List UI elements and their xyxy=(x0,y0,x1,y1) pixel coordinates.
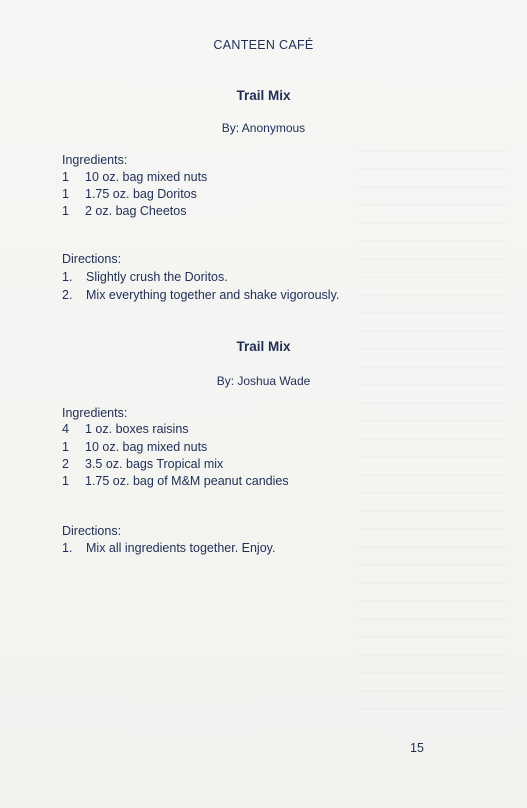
ingredient-qty: 2 xyxy=(62,457,69,471)
ingredient-qty: 1 xyxy=(62,474,69,488)
step-number: 1. xyxy=(62,270,73,284)
step-number: 2. xyxy=(62,288,73,302)
ingredient-item: 1 oz. boxes raisins xyxy=(85,422,189,436)
ingredient-item: 1.75 oz. bag of M&M peanut candies xyxy=(85,474,289,488)
recipe-title: Trail Mix xyxy=(236,339,291,354)
ingredient-row xyxy=(62,203,186,220)
ingredient-row xyxy=(62,456,223,473)
step-text: Slightly crush the Doritos. xyxy=(86,270,228,284)
ingredient-row xyxy=(62,169,207,186)
ingredient-item: 2 oz. bag Cheetos xyxy=(85,204,187,218)
recipe-byline: By: Joshua Wade xyxy=(216,374,311,388)
direction-step xyxy=(62,540,275,557)
ingredient-item: 10 oz. bag mixed nuts xyxy=(85,170,208,184)
step-number: 1. xyxy=(62,541,73,555)
page-number: 15 xyxy=(410,741,424,755)
directions-label: Directions: xyxy=(62,524,122,538)
ingredient-qty: 1 xyxy=(62,204,69,218)
ingredient-item: 1.75 oz. bag Doritos xyxy=(85,187,197,201)
ingredient-row xyxy=(62,473,289,490)
ingredient-qty: 1 xyxy=(62,440,69,454)
direction-step xyxy=(62,269,228,286)
recipe-byline: By: Anonymous xyxy=(221,121,306,135)
ingredient-item: 10 oz. bag mixed nuts xyxy=(85,440,208,454)
bleed-through-texture xyxy=(357,150,507,710)
ingredient-row xyxy=(62,421,189,438)
ingredient-qty: 1 xyxy=(62,170,69,184)
ingredient-qty: 4 xyxy=(62,422,69,436)
step-text: Mix everything together and shake vigorously. xyxy=(86,288,340,302)
ingredient-qty: 1 xyxy=(62,187,69,201)
page-header: CANTEEN CAFÉ xyxy=(213,38,314,52)
ingredient-item: 3.5 oz. bags Tropical mix xyxy=(85,457,224,471)
ingredient-row xyxy=(62,439,207,456)
direction-step xyxy=(62,287,339,304)
step-text: Mix all ingredients together. Enjoy. xyxy=(86,541,276,555)
directions-label: Directions: xyxy=(62,252,122,266)
ingredients-label: Ingredients: xyxy=(62,406,128,420)
ingredient-row xyxy=(62,186,197,203)
recipe-title: Trail Mix xyxy=(236,88,291,103)
ingredients-label: Ingredients: xyxy=(62,153,128,167)
